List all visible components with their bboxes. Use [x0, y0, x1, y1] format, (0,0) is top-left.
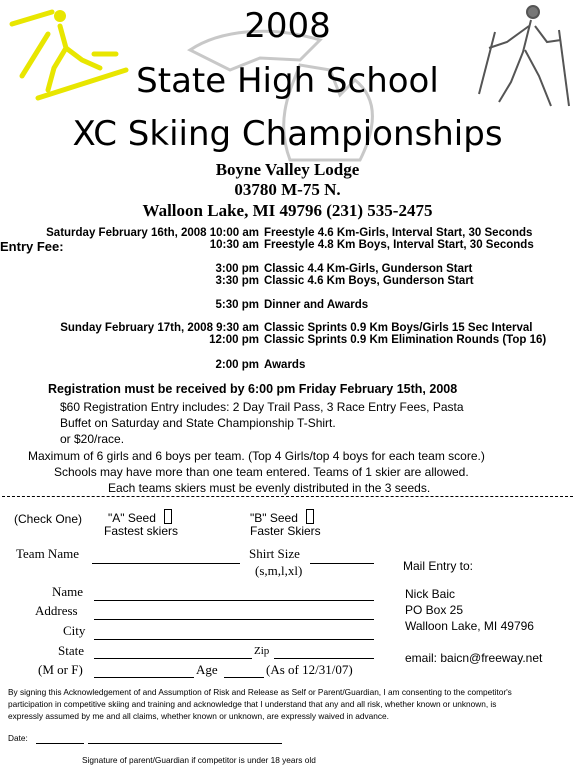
- schedule-when: Saturday February 16th, 2008 10:00 am: [46, 227, 259, 239]
- age-label: Age: [196, 662, 218, 677]
- schedule-when: 2:00 pm: [215, 359, 259, 371]
- schedule-when: 3:00 pm: [215, 263, 259, 275]
- venue-name: Boyne Valley Lodge: [215, 160, 360, 179]
- zip-label: Zip: [254, 645, 270, 657]
- seed-b-description: Faster Skiers: [250, 524, 321, 538]
- age-as-of-label: (As of 12/31/07): [266, 662, 353, 677]
- schedule-event: Classic Sprints 0.9 Km Boys/Girls 15 Sec Interval: [264, 322, 533, 334]
- cut-line: [2, 496, 573, 497]
- signature-caption: Signature of parent/Guardian if competitor is under 18 years old: [82, 755, 316, 765]
- name-field[interactable]: [94, 600, 374, 601]
- seed-a-label: "A" Seed: [108, 511, 156, 525]
- city-label: City: [63, 623, 86, 638]
- schedule-event: Freestyle 4.6 Km-Girls, Interval Start, 30 Seconds: [264, 227, 533, 239]
- waiver-text-line: participation in competitive skiing and training and acknowledge that I understand that any and all risk, whether known or unknown, is: [8, 699, 497, 709]
- seed-a-description: Fastest skiers: [104, 524, 179, 538]
- registration-includes-cont: Buffet on Saturday and State Championship T-Shirt.: [60, 416, 336, 430]
- team-name-field[interactable]: [92, 563, 240, 564]
- schedule-event: Freestyle 4.8 Km Boys, Interval Start, 30 Seconds: [264, 239, 534, 251]
- schedule-when: 3:30 pm: [215, 275, 259, 287]
- venue-city-phone: Walloon Lake, MI 49796 (231) 535-2475: [142, 201, 433, 220]
- mail-entry-label: Mail Entry to:: [403, 559, 474, 573]
- team-multiple-rule: Schools may have more than one team entered. Teams of 1 skier are allowed.: [54, 465, 469, 479]
- team-name-label: Team Name: [16, 546, 79, 561]
- shirt-size-field[interactable]: [310, 563, 374, 564]
- gender-field[interactable]: [94, 677, 194, 678]
- mail-name: Nick Baic: [405, 587, 456, 601]
- date-label: Date:: [8, 733, 28, 743]
- waiver-text-line: expressly assumed by me and all claims, whether known or unknown, are expressly waived in advance.: [8, 711, 389, 721]
- team-max-rule: Maximum of 6 girls and 6 boys per team. (Top 4 Girls/top 4 boys for each team score.): [28, 449, 485, 463]
- title-state-high-school: State High School: [136, 61, 439, 101]
- zip-field[interactable]: [274, 658, 374, 659]
- shirt-size-label: Shirt Size: [249, 546, 300, 561]
- entry-fee-label: Entry Fee:: [0, 239, 64, 254]
- title-year: 2008: [244, 6, 331, 46]
- venue-street: 03780 M-75 N.: [234, 180, 341, 199]
- registration-includes: $60 Registration Entry includes: 2 Day Trail Pass, 3 Race Entry Fees, Pasta: [60, 400, 464, 414]
- state-field[interactable]: [94, 658, 252, 659]
- schedule-when: 10:30 am: [209, 239, 259, 251]
- team-seed-rule: Each teams skiers must be evenly distributed in the 3 seeds.: [108, 481, 431, 495]
- title-xc-skiing: XC Skiing Championships: [72, 114, 503, 154]
- mail-email: email: baicn@freeway.net: [405, 651, 543, 665]
- schedule-when: Sunday February 17th, 2008 9:30 am: [60, 322, 259, 334]
- address-field[interactable]: [94, 619, 374, 620]
- schedule-event: Classic Sprints 0.9 Km Elimination Rounds (Top 16): [264, 334, 547, 346]
- schedule-when: 12:00 pm: [209, 334, 259, 346]
- schedule-event: Awards: [264, 359, 306, 371]
- registration-deadline: Registration must be received by 6:00 pm Friday February 15th, 2008: [48, 382, 458, 396]
- schedule-event: Classic 4.4 Km-Girls, Gunderson Start: [264, 263, 473, 275]
- waiver-text-line: By signing this Acknowledgement of and Assumption of Risk and Release as Self or Parent/Guardian, I am consenting to the competitor's: [8, 687, 512, 697]
- gender-label: (M or F): [38, 662, 83, 677]
- address-label: Address: [35, 603, 78, 618]
- registration-per-race: or $20/race.: [60, 432, 125, 446]
- schedule-event: Classic 4.6 Km Boys, Gunderson Start: [264, 275, 474, 287]
- mail-po-box: PO Box 25: [405, 603, 464, 617]
- schedule-event: Dinner and Awards: [264, 299, 369, 311]
- signature-field[interactable]: [88, 743, 282, 744]
- state-label: State: [58, 643, 84, 658]
- shirt-size-options: (s,m,l,xl): [255, 563, 303, 578]
- check-one-label: (Check One): [14, 512, 83, 526]
- city-field[interactable]: [94, 639, 374, 640]
- date-field[interactable]: [36, 743, 84, 744]
- mail-city: Walloon Lake, MI 49796: [405, 619, 534, 633]
- schedule-when: 5:30 pm: [215, 299, 259, 311]
- name-label: Name: [52, 584, 84, 599]
- age-field[interactable]: [224, 677, 264, 678]
- seed-b-label: "B" Seed: [250, 511, 298, 525]
